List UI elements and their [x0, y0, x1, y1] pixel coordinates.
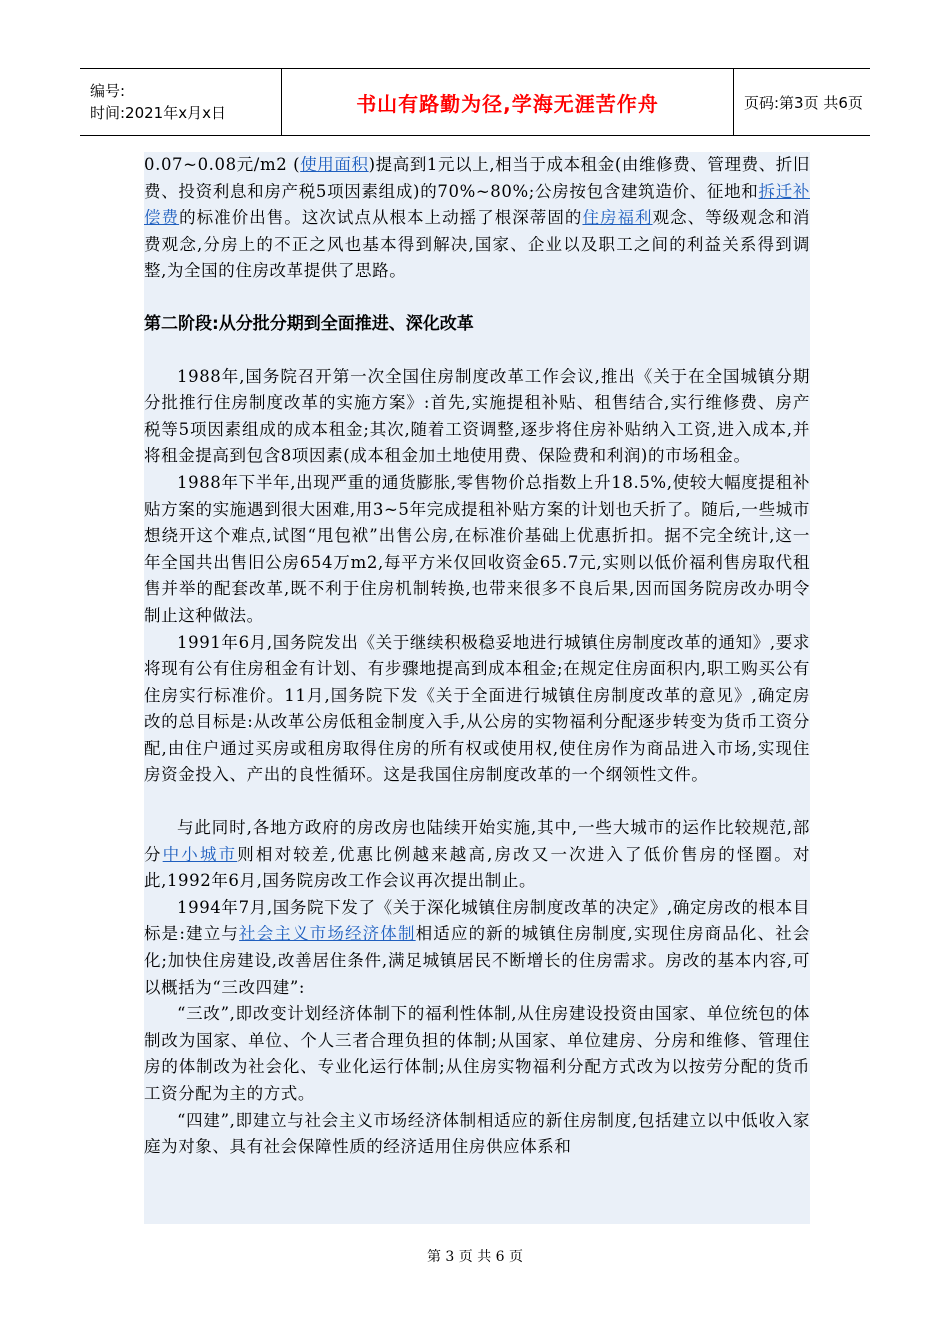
spacer — [144, 285, 810, 311]
page-header — [80, 68, 870, 136]
spacer — [144, 338, 810, 364]
paragraph-5: 与此同时,各地方政府的房改房也陆续开始实施,其中,一些大城市的运作比较规范,部分中小城市则相对较差,优惠比例越来越高,房改又一次进入了低价售房的怪圈。对此,1992年6月,国务院房改工作会议再次提出制止。 — [144, 818, 810, 891]
link-small-cities[interactable]: 中小城市 — [162, 844, 238, 864]
document-number: 编号: — [90, 82, 126, 100]
link-demolition-compensation[interactable]: 拆迁补偿费 — [144, 181, 810, 228]
paragraph-1: 0.07~0.08元/m2 (使用面积)提高到1元以上,相当于成本租金(由维修费、管理费、折旧费、投资利息和房产税5项因素组成)的70%~80%;公房按包含建筑造价、征地和拆迁补偿费的标准价出售。这次试点从根本上动摇了根深蒂固的住房福利观念、等级观念和消费观念,分房上的不正之风也基本得到解决,国家、企业以及职工之间的利益关系得到调整,为全国的住房改革提供了思路。 — [144, 155, 811, 281]
link-market-economy[interactable]: 社会主义市场经济体制 — [239, 924, 416, 944]
paragraph-4: 1991年6月,国务院发出《关于继续积极稳妥地进行城镇住房制度改革的通知》,要求将现有公有住房租金有计划、有步骤地提高到成本租金;在规定住房面积内,职工购买公有住房实行标准价。11月,国务院下发《关于全面进行城镇住房制度改革的意见》,确定房改的总目标是:从改革公房低租金制度入手,从公房的实物福利分配逐步转变为货币工资分配,由住户通过买房或租房取得住房的所有权或使用权,使住房作为商品进入市场,实现住房资金投入、产出的良性循环。这是我国住房制度改革的一个纲领性文件。 — [144, 632, 810, 785]
header-motto: 书山有路勤为径,学海无涯苦作舟 — [356, 91, 659, 116]
paragraph-6: 1994年7月,国务院下发了《关于深化城镇住房制度改革的决定》,确定房改的根本目标是:建立与社会主义市场经济体制相适应的新的城镇住房制度,实现住房商品化、社会化;加快住房建设,改善居住条件,满足城镇居民不断增长的住房需求。房改的基本内容,可以概括为“三改四建”: — [144, 897, 811, 997]
header-motto-cell — [282, 69, 734, 135]
link-usable-area[interactable]: 使用面积 — [300, 155, 369, 174]
paragraph-7: “三改”,即改变计划经济体制下的福利性体制,从住房建设投资由国家、单位统包的体制改为国家、单位、个人三者合理负担的体制;从国家、单位建房、分房和维修、管理住房的体制改为社会化、专业化运行体制;从住房实物福利分配方式改为以按劳分配的货币工资分配为主的方式。 — [144, 1004, 810, 1103]
paragraph-8: “四建”,即建立与社会主义市场经济体制相适应的新住房制度,包括建立以中低收入家庭为对象、具有社会保障性质的经济适用住房供应体系和 — [144, 1110, 810, 1157]
header-page-info: 页码:第3页 共6页 — [744, 93, 863, 112]
document-time: 时间:2021年x月x日 — [90, 104, 226, 122]
link-housing-welfare[interactable]: 住房福利 — [582, 208, 653, 228]
document-body — [144, 152, 810, 1224]
paragraph-2: 1988年,国务院召开第一次全国住房制度改革工作会议,推出《关于在全国城镇分期分批推行住房制度改革的实施方案》:首先,实施提租补贴、租售结合,实行维修费、房产税等5项因素组成的成本租金;其次,随着工资调整,逐步将住房补贴纳入工资,进入成本,并将租金提高到包含8项因素(成本租金加土地使用费、保险费和利润)的市场租金。 — [144, 366, 810, 466]
page-footer: 第 3 页 共 6 页 — [426, 1249, 524, 1265]
header-meta — [80, 69, 282, 135]
paragraph-3: 1988年下半年,出现严重的通货膨胀,零售物价总指数上升18.5%,使较大幅度提租补贴方案的实施遇到很大困难,用3~5年完成提租补贴方案的计划也夭折了。随后,一些城市想绕开这个难点,试图“甩包袱”出售公房,在标准价基础上优惠折扣。据不完全统计,这一年全国共出售旧公房654万m2,每平方米仅回收资金65.7元,实则以低价福利售房取代租售并举的配套改革,既不利于住房机制转换,也带来很多不良后果,因而国务院房改办明令制止这种做法。 — [144, 472, 810, 625]
section-heading: 第二阶段:从分批分期到全面推进、深化改革 — [144, 313, 474, 334]
spacer — [144, 789, 810, 815]
